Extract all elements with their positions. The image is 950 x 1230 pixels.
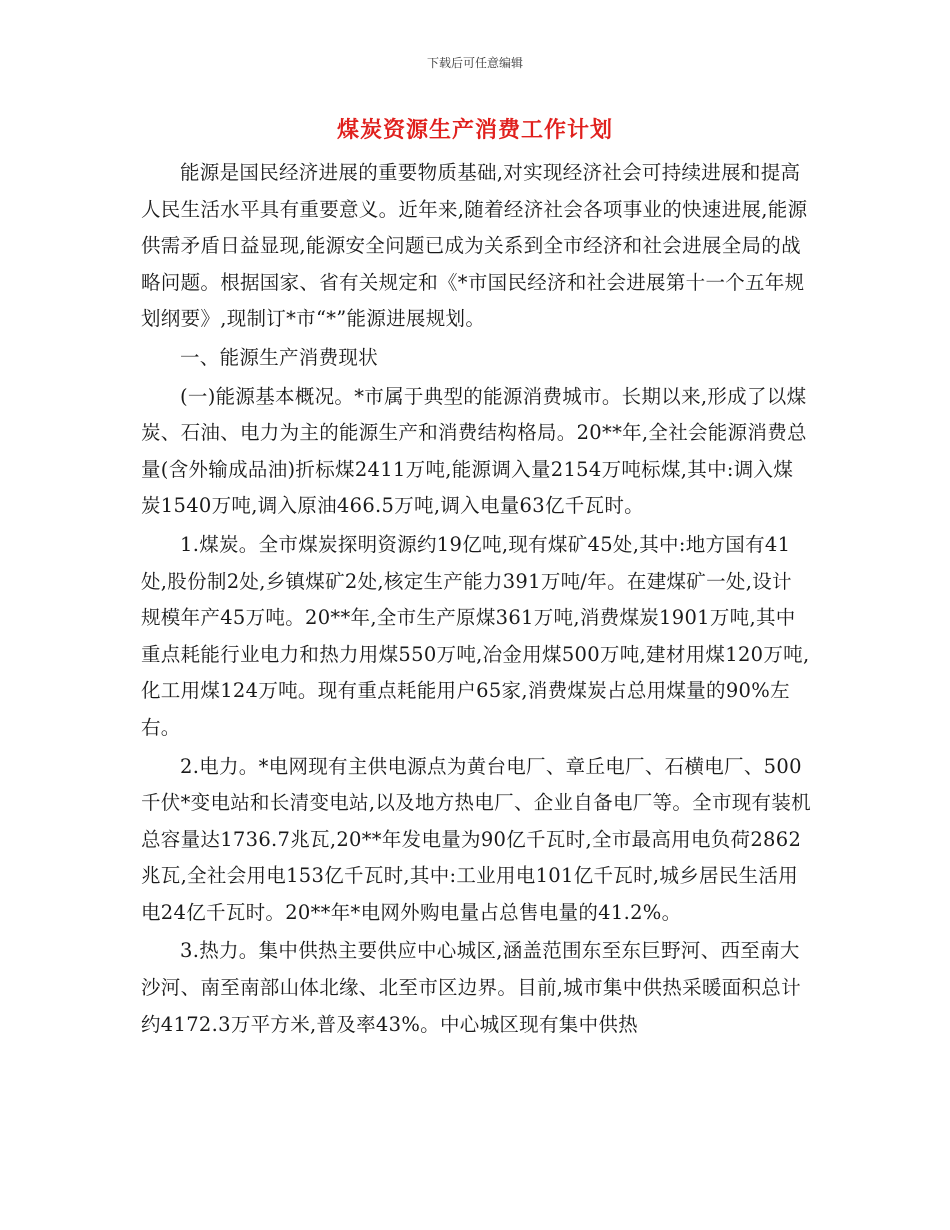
- paragraph-heat: 3.热力。集中供热主要供应中心城区,涵盖范围东至东巨野河、西至南大沙河、南至南部山体北缘、北至市区边界。目前,城市集中供热采暖面积总计约4172.3万平方米,普及率43%。中心城区现有集中供热: [141, 939, 801, 1036]
- header-note: 下载后可任意编辑: [426, 56, 523, 70]
- paragraph-electricity: 2.电力。*电网现有主供电源点为黄台电厂、章丘电厂、石横电厂、500千伏*变电站和长清变电站,以及地方热电厂、企业自备电厂等。全市现有装机总容量达1736.7兆瓦,20**年发电量为90亿千瓦时,全市最高用电负荷2862兆瓦,全社会用电153亿千瓦时,其中:工业用电101亿千瓦时,城乡居民生活用电24亿千瓦时。20**年*电网外购电量占总售电量的41.2%。: [141, 754, 811, 924]
- paragraph-overview: (一)能源基本概况。*市属于典型的能源消费城市。长期以来,形成了以煤炭、石油、电力为主的能源生产和消费结构格局。20**年,全社会能源消费总量(含外输成品油)折标煤2411万吨,能源调入量2154万吨标煤,其中:调入煤炭1540万吨,调入原油466.5万吨,调入电量63亿千瓦时。: [141, 384, 807, 518]
- section-heading: 一、能源生产消费现状: [180, 345, 379, 369]
- paragraph-coal: 1.煤炭。全市煤炭探明资源约19亿吨,现有煤矿45处,其中:地方国有41处,股份制2处,乡镇煤矿2处,核定生产能力391万吨/年。在建煤矿一处,设计规模年产45万吨。20**年,全市生产原煤361万吨,消费煤炭1901万吨,其中重点耗能行业电力和热力用煤550万吨,冶金用煤500万吨,建材用煤120万吨,化工用煤124万吨。现有重点耗能用户65家,消费煤炭占总用煤量的90%左右。: [141, 532, 810, 739]
- document-body: [141, 155, 811, 1045]
- document-title: 煤炭资源生产消费工作计划: [336, 118, 613, 143]
- paragraph-intro: 能源是国民经济进展的重要物质基础,对实现经济社会可持续进展和提高人民生活水平具有重要意义。近年来,随着经济社会各项事业的快速进展,能源供需矛盾日益显现,能源安全问题已成为关系到全市经济和社会进展全局的战略问题。根据国家、省有关规定和《*市国民经济和社会进展第十一个五年规划纲要》,现制订*市“*”能源进展规划。: [141, 161, 808, 331]
